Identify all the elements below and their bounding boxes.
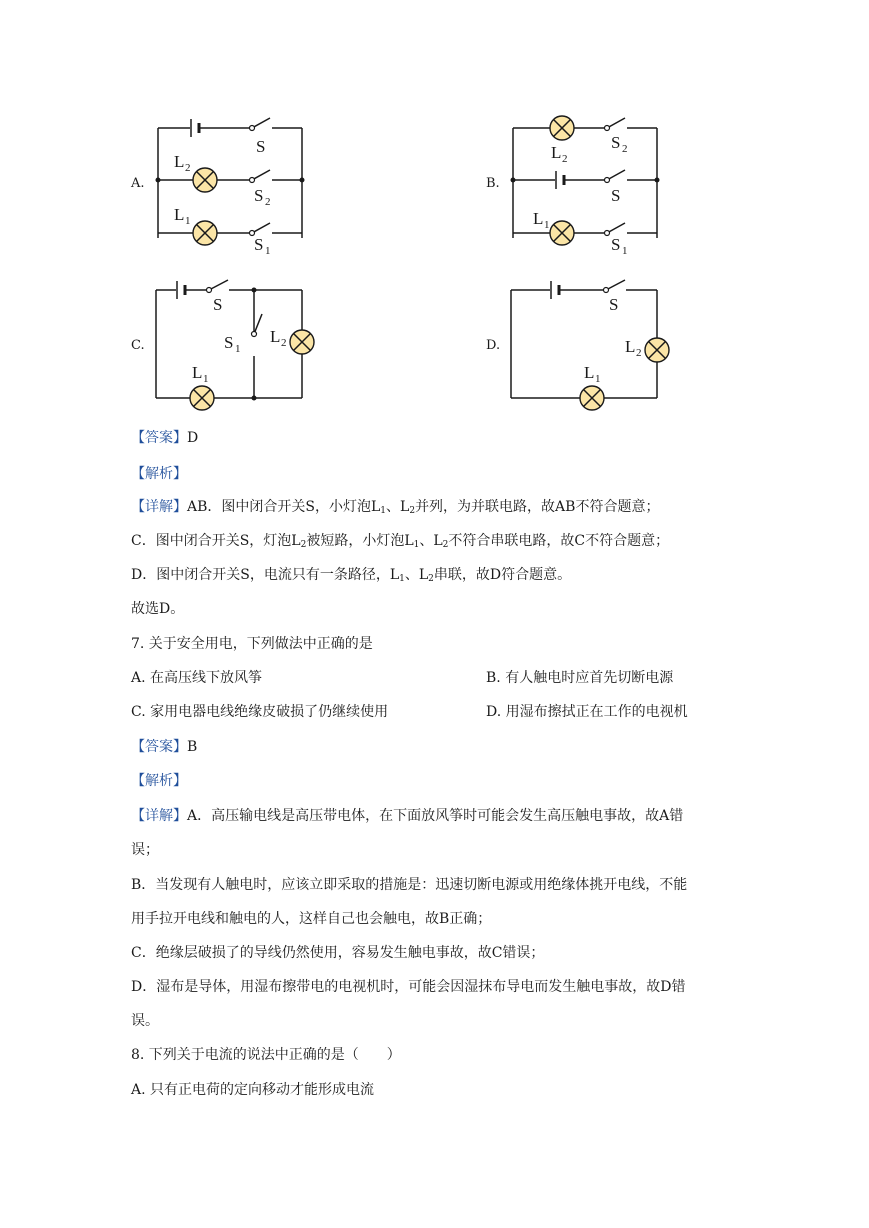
label-s2-sub: 2: [622, 143, 628, 155]
label-s2: S: [254, 186, 264, 205]
label-l1-sub: 1: [544, 219, 550, 231]
circuit-diagram-d: [505, 272, 670, 412]
q7-detail-line-4: 用手拉开电线和触电的人，这样自己也会触电，故B正确；: [131, 911, 492, 927]
label-s1-sub: 1: [235, 343, 241, 355]
text-span: 被短路，小灯泡L: [306, 533, 414, 549]
circuit-diagram-b: [505, 110, 670, 257]
switch-s2-icon: [250, 170, 271, 183]
answer-tag: 【答案】: [131, 430, 187, 446]
subscript: 2: [442, 540, 449, 550]
subscript: 2: [409, 506, 416, 516]
battery-icon: [191, 119, 199, 137]
label-s1: S: [254, 235, 264, 254]
label-s: S: [611, 186, 621, 205]
switch-s-icon: [605, 170, 626, 183]
label-l1: L: [192, 363, 203, 382]
junction-dot: [156, 178, 161, 183]
label-s2-sub: 2: [265, 196, 271, 208]
label-l1-sub: 1: [203, 373, 209, 385]
lamp-l1-icon: [193, 221, 217, 245]
switch-s1-icon: [252, 314, 263, 337]
q7-detail-line-2: 误；: [131, 842, 159, 858]
label-s: S: [256, 137, 266, 156]
lamp-l2-icon: [645, 338, 669, 362]
q7-detail-line-7: 误。: [131, 1013, 159, 1029]
option-label-d: D.: [486, 338, 501, 353]
battery-icon: [177, 281, 185, 299]
text-span: AB．图中闭合开关S，小灯泡L: [187, 499, 381, 515]
switch-s-icon: [250, 118, 271, 131]
label-l2-sub: 2: [185, 162, 191, 174]
subscript: 1: [380, 506, 387, 516]
text-span: C．图中闭合开关S，灯泡L: [131, 533, 301, 549]
text-span: 并列，为并联电路，故AB不符合题意；: [415, 499, 660, 515]
label-l2-sub: 2: [562, 153, 568, 165]
switch-s1-icon: [605, 223, 626, 236]
label-l1: L: [174, 205, 185, 224]
label-s: S: [609, 295, 619, 314]
answer-value: D: [187, 430, 199, 446]
battery-icon: [556, 171, 564, 189]
analysis-tag: 【解析】: [131, 773, 187, 789]
label-l2-sub: 2: [636, 347, 642, 359]
label-l1-sub: 1: [185, 215, 191, 227]
q7-answer-line: [131, 737, 197, 757]
text-span: 串联，故D符合题意。: [433, 567, 572, 583]
lamp-l2-icon: [193, 168, 217, 192]
label-l2: L: [174, 152, 185, 171]
subscript: 2: [300, 540, 307, 550]
q7-detail-line-5: C．绝缘层破损了的导线仍然使用，容易发生触电事故，故C错误；: [131, 945, 545, 961]
q6-detail-line-3: [131, 565, 571, 589]
q6-detail-line-1: [131, 497, 659, 521]
q6-detail-line-2: [131, 531, 669, 555]
answer-tag: 【答案】: [131, 739, 187, 755]
q7-option-a: A. 在高压线下放风筝: [131, 670, 263, 686]
label-l1: L: [533, 209, 544, 228]
switch-s-icon: [604, 280, 626, 293]
label-s1-sub: 1: [622, 245, 628, 257]
label-l2: L: [270, 327, 281, 346]
circuit-diagram-a: [150, 110, 315, 257]
label-s1: S: [611, 235, 621, 254]
label-l2: L: [551, 143, 562, 162]
option-label-a: A.: [131, 176, 145, 191]
junction-dot: [252, 396, 257, 401]
q7-detail-line-1: [131, 806, 683, 826]
q6-answer-line: [131, 428, 198, 448]
label-s1-sub: 1: [265, 245, 271, 257]
q8-option-a: A. 只有正电荷的定向移动才能形成电流: [131, 1082, 375, 1098]
q8-stem: 8. 下列关于电流的说法中正确的是（ ）: [131, 1047, 401, 1063]
label-s: S: [213, 295, 223, 314]
battery-icon: [551, 281, 559, 299]
lamp-l1-icon: [550, 221, 574, 245]
subscript: 1: [399, 574, 405, 584]
label-l2: L: [625, 337, 636, 356]
q7-detail-line-3: B．当发现有人触电时，应该立即采取的措施是：迅速切断电源或用绝缘体挑开电线，不能: [131, 877, 688, 893]
subscript: 1: [413, 540, 420, 550]
label-l1: L: [584, 363, 595, 382]
text-span: 、L: [404, 567, 429, 583]
label-s2: S: [611, 133, 621, 152]
junction-dot: [511, 178, 516, 183]
answer-value: B: [187, 739, 198, 755]
detail-tag: 【详解】: [131, 808, 187, 824]
text-span: 、L: [386, 499, 410, 515]
analysis-tag: 【解析】: [131, 466, 187, 482]
switch-s2-icon: [605, 118, 626, 131]
junction-dot: [655, 178, 660, 183]
option-label-c: C.: [131, 338, 145, 353]
option-label-b: B.: [486, 176, 500, 191]
circuit-diagram-c: [150, 272, 315, 412]
text-span: D．图中闭合开关S，电流只有一条路径，L: [131, 567, 400, 583]
junction-dot: [252, 288, 257, 293]
label-l2-sub: 2: [281, 337, 287, 349]
subscript: 2: [428, 574, 434, 584]
lamp-l2-icon: [550, 116, 574, 140]
q7-stem: 7. 关于安全用电，下列做法中正确的是: [131, 636, 373, 652]
junction-dot: [300, 178, 305, 183]
q7-option-d: D. 用湿布擦拭正在工作的电视机: [486, 704, 688, 720]
detail-tag: 【详解】: [131, 499, 187, 515]
q6-conclusion: 故选D。: [131, 601, 185, 617]
label-s1: S: [224, 333, 234, 352]
text-span: A．高压输电线是高压带电体，在下面放风筝时可能会发生高压触电事故，故A错: [187, 808, 684, 824]
text-span: 、L: [419, 533, 443, 549]
switch-s1-icon: [250, 223, 271, 236]
q7-option-c: C. 家用电器电线绝缘皮破损了仍继续使用: [131, 704, 389, 720]
lamp-l1-icon: [580, 386, 604, 410]
q7-detail-line-6: D．湿布是导体，用湿布擦带电的电视机时，可能会因湿抹布导电而发生触电事故，故D错: [131, 979, 686, 995]
lamp-l2-icon: [290, 330, 314, 354]
lamp-l1-icon: [190, 386, 214, 410]
text-span: 不符合串联电路，故C不符合题意；: [448, 533, 670, 549]
switch-s-icon: [207, 280, 229, 293]
label-l1-sub: 1: [595, 373, 601, 385]
q7-option-b: B. 有人触电时应首先切断电源: [486, 670, 674, 686]
